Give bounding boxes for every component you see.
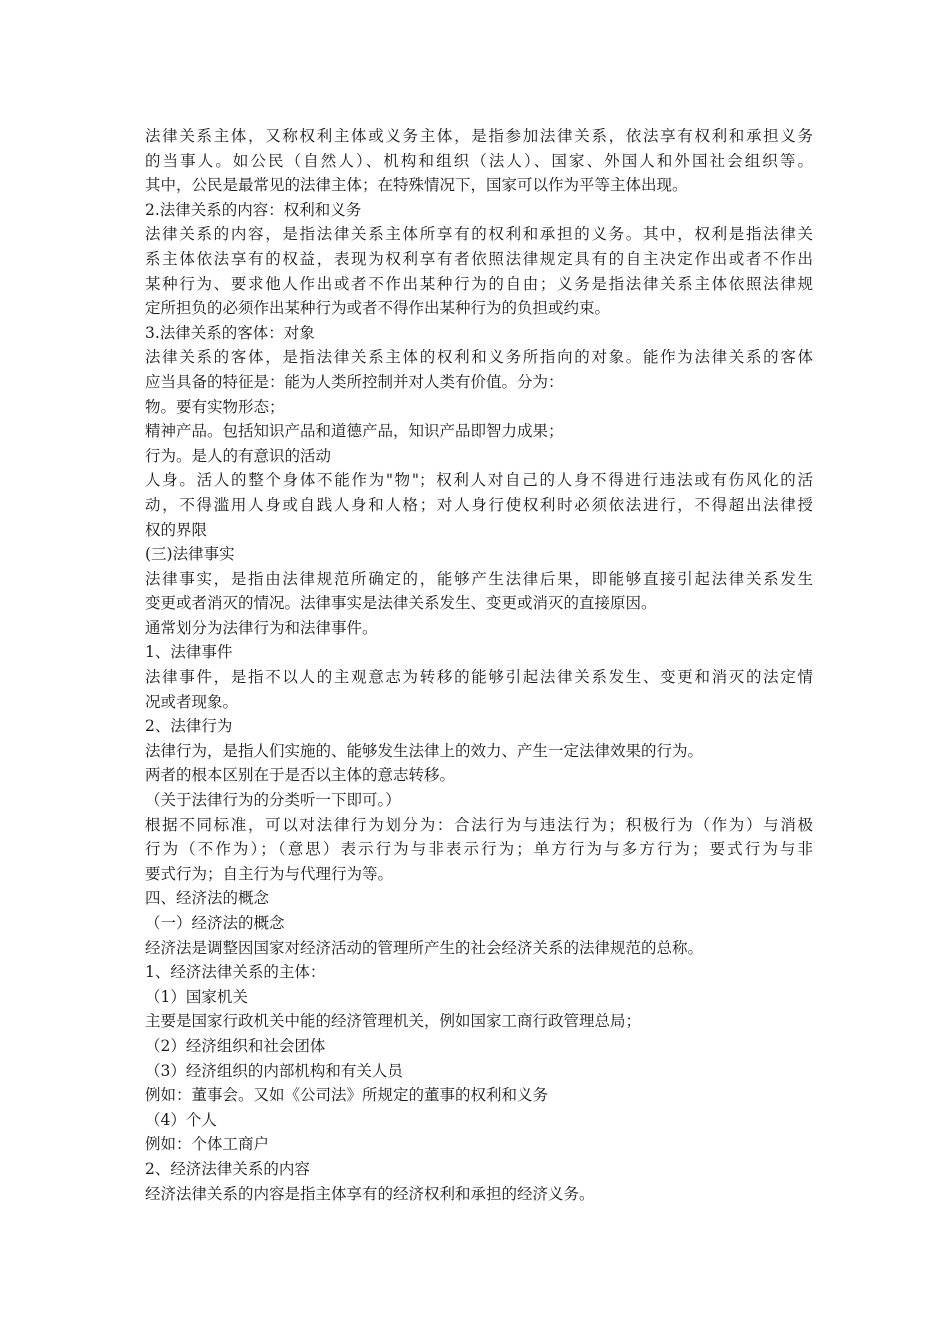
text-line: 法律关系的内容，是指法律关系主体所享有的权利和承担的义务。其中，权利是指法律关	[145, 225, 813, 244]
text-line: 法律事件，是指不以人的主观意志为转移的能够引起法律关系发生、变更和消灭的法定情	[145, 668, 813, 687]
text-line: 2.法律关系的内容：权利和义务	[145, 200, 362, 219]
text-line: 两者的根本区别在于是否以主体的意志转移。	[145, 766, 456, 785]
text-line: （关于法律行为的分类听一下即可。）	[145, 791, 401, 810]
text-line: 经济法是调整因国家对经济活动的管理所产生的社会经济关系的法律规范的总称。	[145, 938, 704, 957]
document-body	[145, 124, 813, 1206]
text-line: 根据不同标准，可以对法律行为划分为：合法行为与违法行为；积极行为（作为）与消极	[145, 815, 813, 834]
text-line: 2、法律行为	[145, 717, 233, 736]
text-line: 例如：个体工商户	[145, 1135, 270, 1154]
text-line: 其中，公民是最常见的法律主体；在特殊情况下，国家可以作为平等主体出现。	[145, 176, 688, 195]
text-line: 精神产品。包括知识产品和道德产品，知识产品即智力成果；	[145, 422, 564, 441]
text-line: 3.法律关系的客体：对象	[145, 323, 315, 342]
text-line: 要式行为；自主行为与代理行为等。	[145, 864, 394, 883]
text-line: 1、经济法律关系的主体：	[145, 963, 326, 982]
text-line: 主要是国家行政机关中能的经济管理机关，例如国家工商行政管理总局；	[145, 1012, 642, 1031]
text-line: 法律关系的客体，是指法律关系主体的权利和义务所指向的对象。能作为法律关系的客体	[145, 348, 813, 367]
text-line: 四、经济法的概念	[145, 889, 270, 908]
text-line: 权的界限	[145, 520, 208, 539]
text-line: （1）国家机关	[145, 987, 248, 1006]
text-line: 某种行为、要求他人作出或者不作出某种行为的自由；义务是指法律关系主体依照法律规	[145, 274, 813, 293]
text-line: 物。要有实物形态；	[145, 397, 285, 416]
text-line: 例如：董事会。又如《公司法》所规定的董事的权利和义务	[145, 1086, 549, 1105]
text-line: （2）经济组织和社会团体	[145, 1036, 326, 1055]
text-line: 1、法律事件	[145, 643, 233, 662]
text-line: 经济法律关系的内容是指主体享有的经济权利和承担的经济义务。	[145, 1184, 595, 1203]
text-line: 法律事实，是指由法律规范所确定的，能够产生法律后果，即能够直接引起法律关系发生	[145, 569, 813, 588]
text-line: （3）经济组织的内部机构和有关人员	[145, 1061, 403, 1080]
text-line: 应当具备的特征是：能为人类所控制并对人类有价值。分为：	[145, 372, 564, 391]
text-line: 法律行为，是指人们实施的、能够发生法律上的效力、产生一定法律效果的行为。	[145, 741, 704, 760]
text-line: （4）个人	[145, 1110, 217, 1129]
text-line: 定所担负的必须作出某种行为或者不得作出某种行为的负担或约束。	[145, 299, 611, 318]
text-line: 行为（不作为）；（意思）表示行为与非表示行为；单方行为与多方行为；要式行为与非	[145, 840, 813, 859]
text-line: 法律关系主体，又称权利主体或义务主体，是指参加法律关系，依法享有权利和承担义务	[145, 127, 813, 145]
text-line: 动，不得滥用人身或自践人身和人格；对人身行使权利时必须依法进行，不得超出法律授	[145, 495, 813, 514]
text-line: 况或者现象。	[145, 692, 239, 711]
text-line: 的当事人。如公民（自然人）、机构和组织（法人）、国家、外国人和外国社会组织等。	[145, 151, 813, 170]
text-line: 变更或者消灭的情况。法律事实是法律关系发生、变更或消灭的直接原因。	[145, 594, 657, 613]
text-line: 2、经济法律关系的内容	[145, 1159, 310, 1178]
text-line: 人身。活人的整个身体不能作为"物"；权利人对自己的人身不得进行违法或有伤风化的活	[145, 471, 813, 490]
text-line: 通常划分为法律行为和法律事件。	[145, 618, 378, 637]
text-line: 系主体依法享有的权益，表现为权利享有者依照法律规定具有的自主决定作出或者不作出	[145, 249, 813, 268]
text-line: （一）经济法的概念	[145, 914, 285, 932]
text-line: 行为。是人的有意识的活动	[145, 446, 332, 465]
text-line: (三)法律事实	[145, 545, 235, 564]
